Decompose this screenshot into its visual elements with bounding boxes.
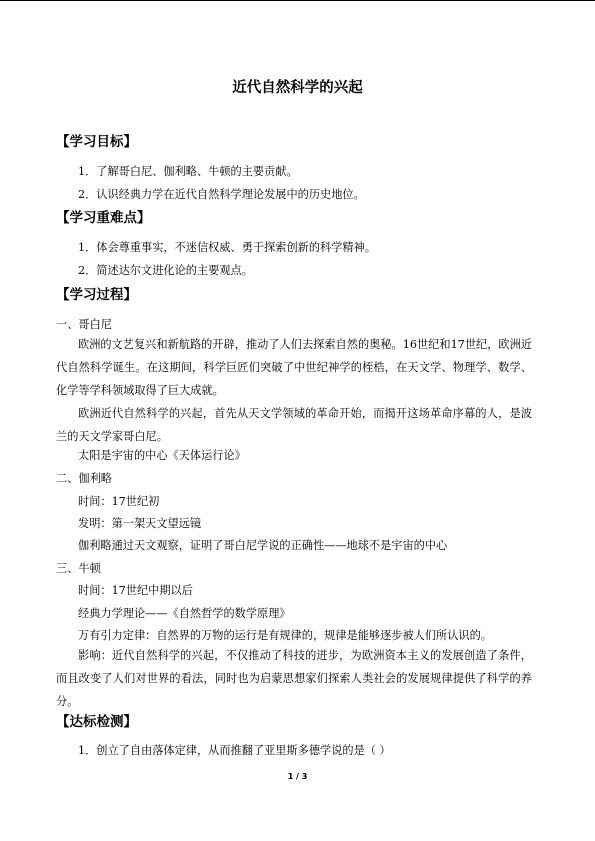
newton-theory: 经典力学理论——《自然哲学的数学原理》 (78, 607, 291, 620)
heading-learning-goals: 【学习目标】 (56, 134, 137, 150)
goal-item-1: 1．了解哥白尼、伽利略、牛顿的主要贡献。 (78, 165, 298, 178)
heading-key-points: 【学习重难点】 (56, 210, 151, 226)
newton-time: 时间：17世纪中期以后 (78, 584, 193, 597)
newton-impact-paragraph: 影响：近代自然科学的兴起，不仅推动了科技的进步，为欧洲资本主义的发展创造了条件，而且改变了人们对世界的看法，同时也为启蒙思想家们探索人类社会的发展规律提供了科学的养分。 (56, 649, 532, 708)
page-number: 1 / 3 (287, 772, 308, 781)
galileo-finding: 伽利略通过天文观察，证明了哥白尼学说的正确性——地球不是宇宙的中心 (78, 539, 448, 552)
copernicus-paragraph-1: 欧洲的文艺复兴和新航路的开辟，推动了人们去探索自然的奥秘。16世纪和17世纪，欧洲近代自然科学诞生。在这期间，科学巨匠们突破了中世纪神学的桎梏，在天文学、物理学、数学、化学等学科领域取得了巨大成就。 (56, 338, 532, 397)
subheading-galileo: 二、伽利略 (56, 472, 112, 485)
newton-gravity-law: 万有引力定律：自然界的万物的运行是有规律的，规律是能够逐步被人们所认识的。 (78, 629, 492, 642)
copernicus-heliocentric-line: 太阳是宇宙的中心《天体运行论》 (78, 449, 246, 462)
subheading-newton: 三、牛顿 (56, 562, 101, 575)
document-title: 近代自然科学的兴起 (232, 80, 363, 96)
top-border-line (0, 0, 595, 1)
assessment-question-1: 1．创立了自由落体定律，从而推翻了亚里斯多德学说的是（ ） (78, 744, 391, 757)
subheading-copernicus: 一、哥白尼 (56, 318, 112, 331)
key-point-item-1: 1．体会尊重事实，不迷信权威、勇于探索创新的科学精神。 (78, 241, 376, 254)
galileo-time: 时间：17世纪初 (78, 495, 160, 508)
galileo-invention: 发明：第一架天文望远镜 (78, 517, 202, 530)
goal-item-2: 2．认识经典力学在近代自然科学理论发展中的历史地位。 (78, 188, 365, 201)
heading-assessment: 【达标检测】 (56, 714, 137, 730)
copernicus-paragraph-2: 欧洲近代自然科学的兴起，首先从天文学领域的革命开始，而揭开这场革命序幕的人，是波兰的天文学家哥白尼。 (56, 407, 532, 443)
key-point-item-2: 2．简述达尔文进化论的主要观点。 (78, 264, 253, 277)
heading-learning-process: 【学习过程】 (56, 287, 137, 303)
